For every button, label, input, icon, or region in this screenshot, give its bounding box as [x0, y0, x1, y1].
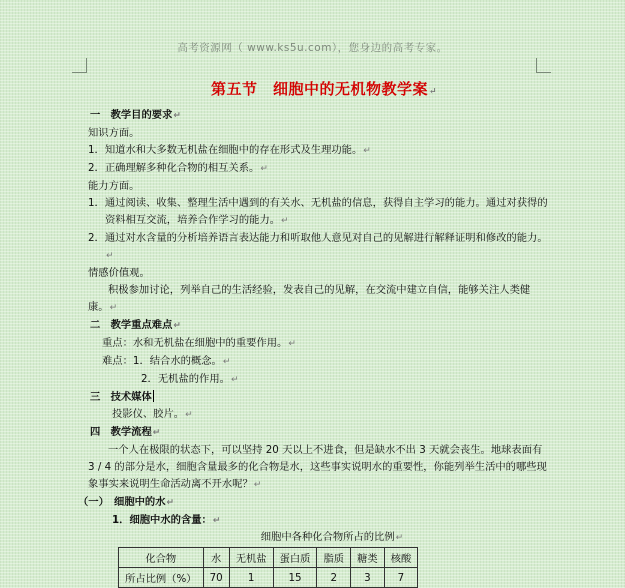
subheading-emotion: 情感价值观。: [88, 267, 150, 279]
paragraph: 积极参加讨论，列举自己的生活经验，发表自己的见解，在交流中建立自信，能够关注人类健康。↵: [88, 284, 531, 313]
section-heading: 三 技术媒体: [90, 391, 152, 403]
page-header: 高考资源网（ www.ks5u.com），您身边的高考专家。: [177, 42, 448, 54]
table-cell: 无机盐: [229, 548, 273, 568]
text-cursor: [153, 390, 154, 402]
document-page[interactable]: [78, 78, 550, 588]
table-cell: 化合物: [119, 548, 204, 568]
media-text: 投影仪、胶片。↵: [112, 408, 193, 420]
crop-mark-top-left: [72, 58, 87, 73]
list-item: 2．正确理解多种化合物的相互关系。↵: [88, 162, 268, 174]
table-caption: 细胞中各种化合物所占的比例↵: [260, 531, 404, 543]
document-title: 第五节 细胞中的无机物教学案↵: [210, 80, 438, 98]
table-cell: 7: [384, 568, 418, 588]
paragraph: 一个人在极限的状态下，可以坚持 20 天以上不进食，但是缺水不出 3 天就会丧生。地球表面有 3 / 4 的部分是水，细胞含量最多的化合物是水，这些事实说明水的重要性，你能列举生活中的哪些现象事实来说明生命活动离不开水呢？↵: [88, 444, 547, 490]
table-cell: 15: [273, 568, 317, 588]
table-cell: 蛋白质: [273, 548, 317, 568]
subsection-heading: （一） 细胞中的水↵: [78, 496, 175, 508]
table-cell: 70: [203, 568, 229, 588]
difficulty-point: 难点：1．结合水的概念。↵: [102, 355, 231, 367]
table-cell: 糖类: [351, 548, 385, 568]
section-heading: 二 教学重点难点↵: [90, 319, 181, 331]
difficulty-point: 2．无机盐的作用。↵: [141, 373, 239, 385]
table-cell: 1: [229, 568, 273, 588]
table-cell: 2: [317, 568, 351, 588]
table-cell: 核酸: [384, 548, 418, 568]
list-item: 2．通过对水含量的分析培养语言表达能力和听取他人意见对自己的见解进行解释证明和修改的能力。↵: [88, 232, 548, 261]
crop-mark-top-right: [536, 58, 551, 73]
table-row: [119, 548, 418, 568]
table-cell: 所占比例（%）: [119, 568, 204, 588]
key-point: 重点：水和无机盐在细胞中的重要作用。↵: [102, 337, 296, 349]
list-item: 1．知道水和大多数无机盐在细胞中的存在形式及生理功能。↵: [88, 144, 371, 156]
table-cell: 脂质: [317, 548, 351, 568]
section-heading: 四 教学流程↵: [90, 426, 161, 438]
subheading-knowledge: 知识方面。: [88, 127, 140, 139]
table-row: [119, 568, 418, 588]
list-item: 1．通过阅读、收集、整理生活中遇到的有关水、无机盐的信息，获得自主学习的能力。通过对获得的资料相互交流，培养合作学习的能力。↵: [88, 197, 548, 226]
table-cell: 水: [203, 548, 229, 568]
subsection-item: 1．细胞中水的含量：↵: [112, 514, 221, 526]
subheading-ability: 能力方面。: [88, 180, 140, 192]
section-heading: 一 教学目的要求↵: [90, 109, 181, 121]
table-cell: 3: [351, 568, 385, 588]
